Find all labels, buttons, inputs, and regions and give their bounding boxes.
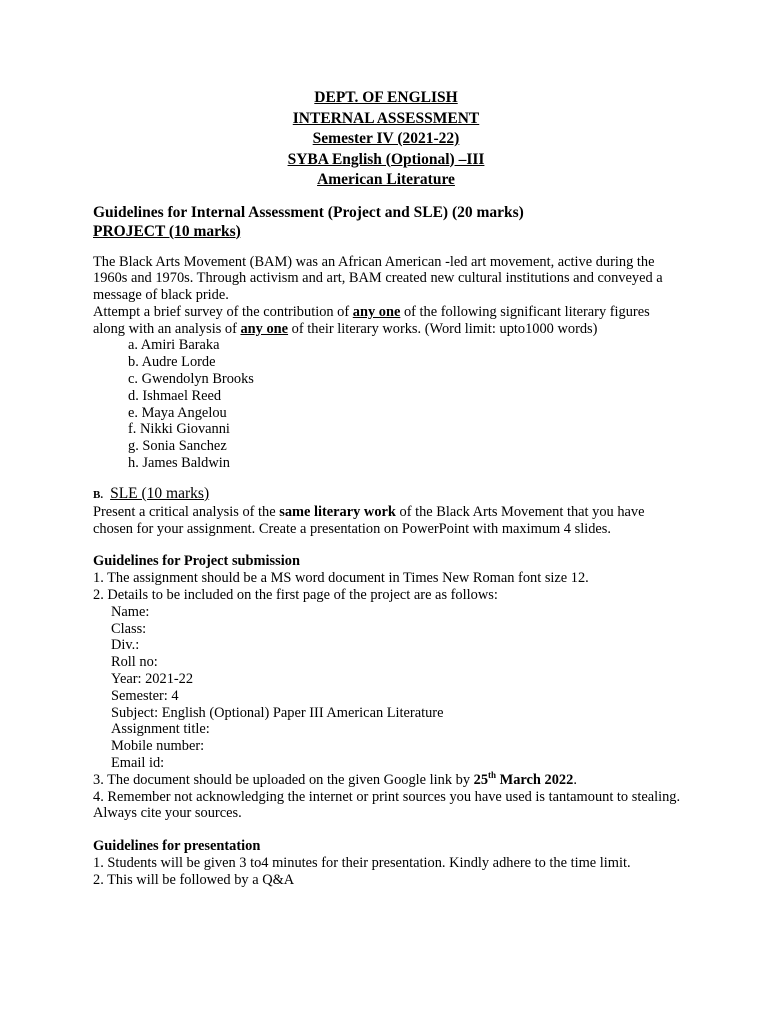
dept-heading: DEPT. OF ENGLISH bbox=[314, 89, 458, 106]
list-item: b. Audre Lorde bbox=[128, 354, 216, 371]
presentation-title: Guidelines for presentation bbox=[93, 838, 261, 855]
deadline-date: 25th March 2022 bbox=[473, 770, 574, 788]
presentation-item-1: 1. Students will be given 3 to4 minutes for their presentation. Kindly adhere to the time limit. bbox=[93, 855, 631, 871]
list-item: Email id: bbox=[111, 755, 165, 772]
details-list bbox=[93, 604, 683, 772]
submission-item-3: 3. The document should be uploaded on the given Google link by 25th March 2022. bbox=[93, 770, 577, 788]
subject-heading: American Literature bbox=[317, 171, 455, 188]
sle-title: SLE (10 marks) bbox=[110, 484, 210, 502]
literary-figures-list bbox=[93, 337, 683, 471]
list-item: f. Nikki Giovanni bbox=[128, 421, 230, 438]
sle-heading bbox=[93, 485, 683, 504]
list-item: Name: bbox=[111, 603, 150, 620]
semester-heading: Semester IV (2021-22) bbox=[312, 130, 460, 147]
task-paragraph: Attempt a brief survey of the contribution of any one of the following significant literary figures along with an analysis of any one of their literary works. (Word limit: upto1000 words) bbox=[93, 303, 650, 337]
list-item: Assignment title: bbox=[111, 721, 210, 738]
list-item: e. Maya Angelou bbox=[128, 404, 227, 421]
list-item: Year: 2021-22 bbox=[111, 671, 194, 688]
project-title: PROJECT (10 marks) bbox=[93, 222, 241, 240]
list-item: g. Sonia Sanchez bbox=[128, 438, 227, 455]
submission-title: Guidelines for Project submission bbox=[93, 553, 300, 570]
presentation-section bbox=[93, 838, 683, 888]
list-item: Div.: bbox=[111, 637, 140, 654]
list-item: d. Ishmael Reed bbox=[128, 387, 222, 404]
list-item: Roll no: bbox=[111, 654, 158, 671]
list-item: Semester: 4 bbox=[111, 687, 179, 704]
submission-item-2: 2. Details to be included on the first page of the project are as follows: bbox=[93, 587, 498, 604]
sle-paragraph: Present a critical analysis of the same literary work of the Black Arts Movement that you have chosen for your assignment. Create a presentation on PowerPoint with maximum 4 slides. bbox=[93, 503, 645, 537]
course-heading: SYBA English (Optional) –III bbox=[287, 150, 485, 168]
emphasis-any-one: any one bbox=[352, 303, 401, 320]
document-header bbox=[89, 88, 683, 191]
guidelines-title: Guidelines for Internal Assessment (Project and SLE) (20 marks) bbox=[93, 203, 524, 221]
list-item: Mobile number: bbox=[111, 738, 205, 755]
sle-letter: B. bbox=[93, 488, 104, 501]
list-item: c. Gwendolyn Brooks bbox=[128, 371, 254, 388]
intro-paragraph: The Black Arts Movement (BAM) was an African American -led art movement, active during the 1960s and 1970s. Through activism and art, BAM created new cultural institutions and conveyed a message of black pride. bbox=[93, 253, 663, 304]
document-page bbox=[93, 88, 683, 889]
submission-item-4: 4. Remember not acknowledging the internet or print sources you have used is tantamount to stealing. Always cite your sources. bbox=[93, 788, 681, 822]
submission-section bbox=[93, 553, 683, 822]
emphasis-any-one: any one bbox=[240, 320, 289, 337]
assessment-heading: INTERNAL ASSESSMENT bbox=[292, 109, 480, 127]
list-item: h. James Baldwin bbox=[128, 455, 230, 472]
list-item: Class: bbox=[111, 620, 147, 637]
presentation-item-2: 2. This will be followed by a Q&A bbox=[93, 871, 295, 888]
list-item: Subject: English (Optional) Paper III American Literature bbox=[111, 704, 444, 721]
list-item: a. Amiri Baraka bbox=[128, 337, 220, 354]
emphasis-same-work: same literary work bbox=[279, 503, 396, 520]
submission-item-1: 1. The assignment should be a MS word document in Times New Roman font size 12. bbox=[93, 570, 589, 587]
